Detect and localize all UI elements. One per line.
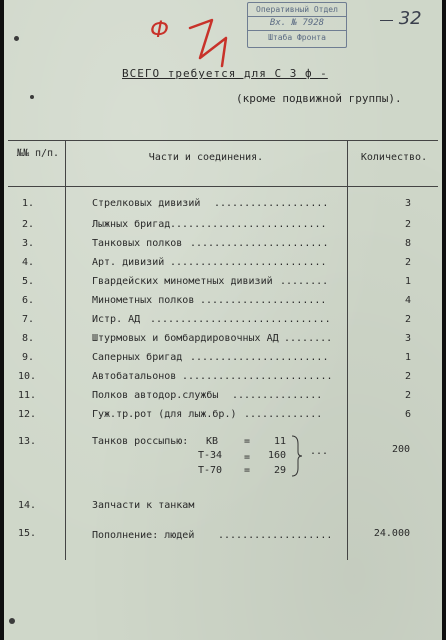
leader-dots: ... xyxy=(310,446,329,457)
tank-type: КВ xyxy=(206,436,219,447)
header-num-label: №№ п/п. xyxy=(16,148,60,159)
leader-dots: ................... xyxy=(214,198,329,209)
row-quantity: 2 xyxy=(404,219,411,230)
leader-dots: ............... xyxy=(232,390,323,401)
punch-hole xyxy=(9,618,15,624)
tank-count: 29 xyxy=(274,465,287,476)
row-number: 8. xyxy=(22,333,35,344)
header-name: Части и соединения. xyxy=(148,152,264,163)
brace-icon xyxy=(290,434,304,478)
red-handwritten-mark: Ф xyxy=(150,18,169,43)
page-number: — 32 xyxy=(380,8,422,29)
row-quantity: 2 xyxy=(404,390,411,401)
leader-dots: ..................... xyxy=(200,295,327,306)
punch-hole xyxy=(14,36,19,41)
row-number: 14. xyxy=(18,500,37,511)
tank-equals: = xyxy=(244,465,251,476)
row-number: 13. xyxy=(18,436,37,447)
row-number: 1. xyxy=(22,198,35,209)
tanks-quantity: 200 xyxy=(391,444,410,455)
row-number: 3. xyxy=(22,238,35,249)
leader-dots: ....................... xyxy=(190,238,329,249)
leader-dots: ............. xyxy=(244,409,323,420)
row-name: Лыжных бригад xyxy=(92,219,171,230)
row-number: 10. xyxy=(18,371,37,382)
table-column-divider xyxy=(65,140,66,560)
row-number: 7. xyxy=(22,314,35,325)
table-header-border xyxy=(8,186,438,187)
row-name: Запчасти к танкам xyxy=(92,500,195,511)
row-number: 9. xyxy=(22,352,35,363)
row-name: Саперных бригад xyxy=(92,352,183,363)
row-number: 5. xyxy=(22,276,35,287)
tank-equals: = xyxy=(244,436,251,447)
leader-dots: ......................... xyxy=(182,371,333,382)
stamp-line-3: Штаба Фронта xyxy=(268,33,326,42)
document-title: ВСЕГО требуется для С З ф - xyxy=(122,67,328,80)
table-column-divider xyxy=(347,140,348,560)
row-name: Танковых полков xyxy=(92,238,183,249)
row-name: Стрелковых дивизий xyxy=(92,198,201,209)
row-quantity: 1 xyxy=(404,276,411,287)
tank-count: 11 xyxy=(274,436,287,447)
row-name: Истр. АД xyxy=(92,314,141,325)
leader-dots: .......................... xyxy=(170,257,327,268)
leader-dots: ................... xyxy=(218,530,333,541)
row-number: 15. xyxy=(18,528,37,539)
tank-type: Т-70 xyxy=(198,465,223,476)
stamp-line-2: Вх. № 7928 xyxy=(248,17,346,31)
row-name: Полков автодор.службы xyxy=(92,390,219,401)
row-name: Минометных полков xyxy=(92,295,195,306)
row-number: 2. xyxy=(22,219,35,230)
page-number-value: 32 xyxy=(398,8,422,29)
row-name: Автобатальонов xyxy=(92,371,177,382)
row-quantity: 4 xyxy=(404,295,411,306)
table-top-border xyxy=(8,140,438,141)
row-quantity: 8 xyxy=(404,238,411,249)
row-quantity: 24.000 xyxy=(373,528,410,539)
leader-dots: ........ xyxy=(280,276,329,287)
tank-equals: = xyxy=(244,452,251,463)
row-number: 6. xyxy=(22,295,35,306)
header-num xyxy=(16,148,60,159)
registration-stamp xyxy=(247,2,347,48)
punch-hole xyxy=(30,95,34,99)
red-scribble-icon xyxy=(182,14,242,74)
tank-count: 160 xyxy=(268,450,287,461)
row-name: Арт. дивизий xyxy=(92,257,165,268)
header-qty: Количество. xyxy=(360,152,428,163)
stamp-line-1: Оперативный Отдел xyxy=(248,3,346,17)
row-quantity: 1 xyxy=(404,352,411,363)
row-quantity: 2 xyxy=(404,314,411,325)
leader-dots: .............................. xyxy=(150,314,331,325)
row-quantity: 6 xyxy=(404,409,411,420)
leader-dots: ........ xyxy=(284,333,333,344)
row-quantity: 3 xyxy=(404,333,411,344)
row-name: Гуж.тр.рот (для лыж.бр.) xyxy=(92,409,237,420)
row-number: 11. xyxy=(18,390,37,401)
tank-type: Т-34 xyxy=(198,450,223,461)
row-quantity: 3 xyxy=(404,198,411,209)
leader-dots: ....................... xyxy=(190,352,329,363)
row-name: Пополнение: людей xyxy=(92,530,195,541)
row-quantity: 2 xyxy=(404,257,411,268)
document-page xyxy=(4,0,442,640)
tanks-label: Танков россыпью: xyxy=(92,436,189,447)
row-name: Штурмовых и бомбардировочных АД xyxy=(92,333,279,344)
row-name: Гвардейских минометных дивизий xyxy=(92,276,273,287)
row-quantity: 2 xyxy=(404,371,411,382)
row-number: 4. xyxy=(22,257,35,268)
document-subtitle: (кроме подвижной группы). xyxy=(236,92,402,105)
leader-dots: .......................... xyxy=(170,219,327,230)
row-number: 12. xyxy=(18,409,37,420)
